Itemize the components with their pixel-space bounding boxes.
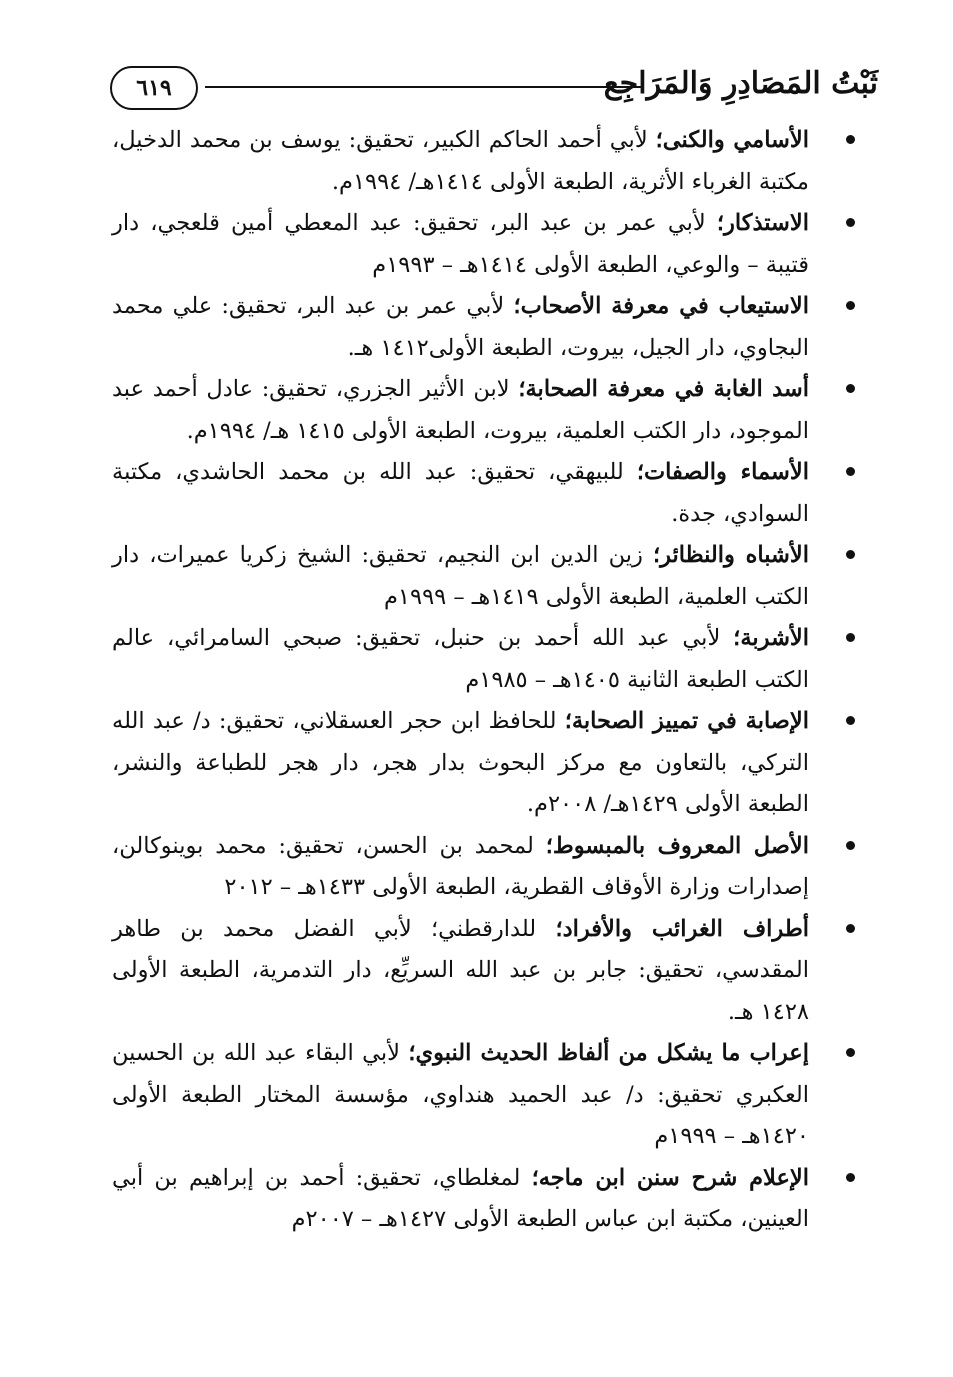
- entry-title: الأصل المعروف بالمبسوط؛: [545, 832, 809, 859]
- entry-details: لأبي عمر بن عبد البر، تحقيق: عبد المعطي أمين قلعجي، دار قتيبة – والوعي، الطبعة الأولى ١٤١٤هـ – ١٩٩٣م: [112, 210, 809, 278]
- bibliography-entry: [112, 1158, 809, 1241]
- entry-details: لأبي أحمد الحاكم الكبير، تحقيق: يوسف بن محمد الدخيل، مكتبة الغرباء الأثرية، الطبعة الأولى ١٤١٤هـ/ ١٩٩٤م.: [112, 127, 809, 195]
- entry-title: الإعلام شرح سنن ابن ماجه؛: [531, 1164, 809, 1191]
- entry-title: أسد الغابة في معرفة الصحابة؛: [518, 376, 810, 402]
- entry-details: زين الدين ابن النجيم، تحقيق: الشيخ زكريا عميرات، دار الكتب العلمية، الطبعة الأولى ١٤١٩هـ – ١٩٩٩م: [112, 542, 809, 610]
- bibliography-entry: [112, 452, 809, 535]
- bibliography-entry: [112, 369, 809, 452]
- entry-details: لأبي عمر بن عبد البر، تحقيق: علي محمد البجاوي، دار الجيل، بيروت، الطبعة الأولى١٤١٢ هـ.: [112, 293, 809, 361]
- entry-details: لمحمد بن الحسن، تحقيق: محمد بوينوكالن، إصدارات وزارة الأوقاف القطرية، الطبعة الأولى ١٤٣٣هـ – ٢٠١٢: [112, 832, 809, 900]
- entry-title: الإصابة في تمييز الصحابة؛: [564, 708, 809, 734]
- entry-title: إعراب ما يشكل من ألفاظ الحديث النبوي؛: [408, 1040, 809, 1066]
- entry-details: لابن الأثير الجزري، تحقيق: عادل أحمد عبد الموجود، دار الكتب العلمية، بيروت، الطبعة الأولى ١٤١٥ هـ/ ١٩٩٤م.: [112, 376, 809, 444]
- entry-title: الأشباه والنظائر؛: [652, 542, 809, 568]
- entry-details: للبيهقي، تحقيق: عبد الله بن محمد الحاشدي، مكتبة السوادي، جدة.: [112, 459, 809, 527]
- page-number: ٦١٩: [110, 66, 198, 110]
- page-header: [110, 60, 878, 116]
- bibliography-entry: [112, 286, 809, 369]
- running-title: ثَبْتُ المَصَادِرِ وَالمَرَاجِع: [603, 66, 878, 101]
- bibliography-entry: [112, 909, 809, 1034]
- entry-title: الاستذكار؛: [716, 210, 809, 236]
- entry-details: للحافظ ابن حجر العسقلاني، تحقيق: د/ عبد الله التركي، بالتعاون مع مركز البحوث بدار هجر، دار هجر للطباعة والنشر، الطبعة الأولى ١٤٢٩هـ/ ٢٠٠٨م.: [112, 708, 809, 817]
- entry-title: الاستيعاب في معرفة الأصحاب؛: [513, 293, 809, 319]
- bibliography-entry: [112, 120, 809, 203]
- header-rule: [205, 86, 643, 88]
- bibliography-entry: [112, 1033, 809, 1158]
- entry-details: لأبي البقاء عبد الله بن الحسين العكبري تحقيق: د/ عبد الحميد هنداوي، مؤسسة المختار الطبعة الأولى ١٤٢٠هـ – ١٩٩٩م: [112, 1040, 809, 1149]
- entry-details: لأبي عبد الله أحمد بن حنبل، تحقيق: صبحي السامرائي، عالم الكتب الطبعة الثانية ١٤٠٥هـ – ١٩٨٥م: [112, 625, 809, 693]
- bibliography-entry: [112, 701, 809, 826]
- entry-details: لمغلطاي، تحقيق: أحمد بن إبراهيم بن أبي العينين، مكتبة ابن عباس الطبعة الأولى ١٤٢٧هـ – ٢٠٠٧م: [112, 1164, 809, 1232]
- bibliography-entry: [112, 826, 809, 909]
- bibliography-entry: [112, 535, 809, 618]
- bibliography-entry: [112, 618, 809, 701]
- entry-title: الأسامي والكنى؛: [655, 127, 809, 153]
- entry-details: للدارقطني؛ لأبي الفضل محمد بن طاهر المقدسي، تحقيق: جابر بن عبد الله السريِّع، دار التدمرية، الطبعة الأولى ١٤٢٨ هـ.: [112, 915, 809, 1025]
- bibliography-list: [112, 120, 809, 1241]
- bibliography-entry: [112, 203, 809, 286]
- entry-title: الأشربة؛: [733, 625, 809, 651]
- entry-title: الأسماء والصفات؛: [636, 459, 809, 485]
- entry-title: أطراف الغرائب والأفراد؛: [555, 915, 809, 942]
